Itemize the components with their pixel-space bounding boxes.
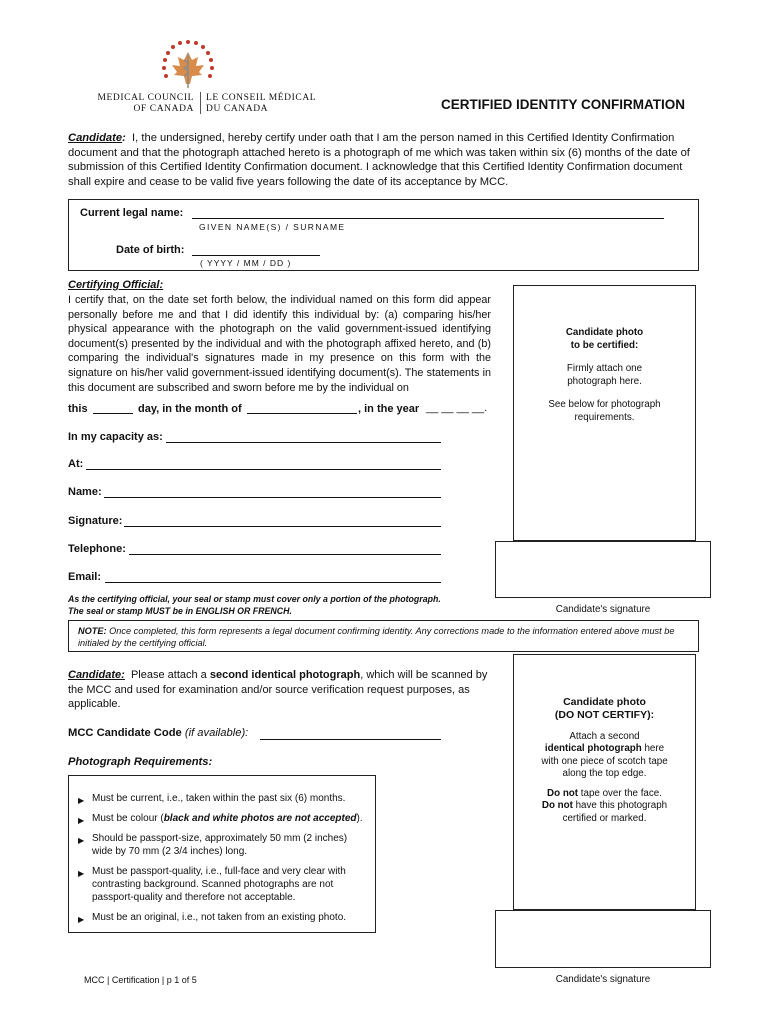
requirement-item — [70, 812, 370, 825]
capacity-field[interactable] — [166, 442, 441, 443]
requirement-emphasis: black and white photos are not accepted — [163, 813, 357, 824]
bullet-arrow-icon: ▶ — [78, 796, 85, 805]
at-label: At: — [68, 458, 84, 470]
email-label: Email: — [68, 571, 102, 583]
requirement-item — [70, 865, 370, 904]
photo2-donot2-bold: Do not — [541, 800, 573, 812]
note-body: Once completed, this form represents a legal document confirming identity. Any corrections made to the information entered above must be initialed by the certifying official. — [78, 626, 675, 648]
logo-divider — [200, 92, 201, 114]
mcc-code-label-group — [68, 727, 248, 739]
photo1-line1: Firmly attach one — [566, 363, 643, 374]
photo2-attach-line1: Attach a second — [569, 731, 640, 742]
dob-label: Date of birth: — [116, 244, 185, 256]
page-footer: MCC | Certification | p 1 of 5 — [84, 975, 197, 985]
mcc-code-field[interactable] — [260, 739, 441, 740]
photo2-donot1-bold: Do not — [547, 788, 579, 800]
requirement-text: Must be passport-quality, i.e., full-face and very clear with contrasting background. Scanned photographs are not passport-quality and therefore not acceptable. — [92, 866, 346, 903]
note-label: NOTE: — [78, 626, 107, 636]
candidate-declaration-text: I, the undersigned, hereby certify under oath that I am the person named in this Certified Identity Confirmation document and that the photograph attached hereto is a photograph of me which was taken within six (6) months of the date of submission of this Certified Identity Confirmation document. I acknowledge that this Certified Identity Confirmation document shall expire and cease to be valid five years following the date of its acceptance by MCC. — [68, 132, 690, 188]
photo2-donot-line1 — [513, 788, 696, 800]
candidate-signature-caption-2: Candidate's signature — [555, 974, 651, 985]
photo2-title-line2: (DO NOT CERTIFY): — [554, 709, 655, 721]
certifying-official-heading: Certifying Official: — [68, 279, 164, 291]
photo2-instructions — [513, 696, 696, 825]
official-name-label: Name: — [68, 486, 102, 498]
year-label: , in the year — [358, 403, 420, 415]
photo-requirements-heading: Photograph Requirements: — [68, 756, 213, 768]
photo2-donot-line3: certified or marked. — [562, 812, 647, 824]
org-fr-line2: DU CANADA — [206, 104, 269, 114]
org-en-line2: OF CANADA — [133, 104, 194, 114]
seal-note-pre: The seal or stamp MUST be in — [68, 606, 196, 616]
official-signature-field[interactable] — [124, 526, 441, 527]
org-name-french — [206, 93, 336, 115]
at-field[interactable] — [86, 469, 441, 470]
mcc-code-label: MCC Candidate Code — [68, 727, 182, 739]
candidate-signature-box-1[interactable] — [495, 541, 711, 598]
second-photo-instruction — [68, 668, 490, 712]
requirement-item — [70, 792, 370, 805]
org-name-english — [82, 93, 194, 115]
second-photo-text-bold: second identical photograph — [209, 669, 361, 681]
candidate-declaration — [68, 131, 704, 189]
photo2-attach-line3: with one piece of scotch tape — [541, 755, 668, 767]
requirements-list — [70, 792, 370, 931]
photo1-title-line1: Candidate photo — [565, 327, 644, 338]
seal-note-language: ENGLISH OR FRENCH — [195, 606, 290, 616]
org-fr-line1: LE CONSEIL MÉDICAL — [206, 93, 317, 103]
photo2-donot-line2 — [513, 800, 696, 812]
second-photo-text-pre: Please attach a — [130, 669, 210, 681]
requirement-text: Must be an original, i.e., not taken from an existing photo. — [92, 912, 347, 923]
telephone-label: Telephone: — [68, 543, 126, 555]
official-signature-label: Signature: — [68, 515, 123, 527]
dob-hint: ( YYYY / MM / DD ) — [200, 258, 292, 268]
seal-note — [68, 593, 508, 617]
note-text — [78, 625, 690, 649]
photo2-title-line1: Candidate photo — [563, 696, 646, 708]
candidate-signature-caption-1: Candidate's signature — [555, 604, 651, 615]
bullet-arrow-icon: ▶ — [78, 816, 85, 825]
email-field[interactable] — [105, 582, 441, 583]
official-name-field[interactable] — [104, 497, 441, 498]
candidate-label: Candidate — [68, 132, 123, 144]
bullet-arrow-icon: ▶ — [78, 869, 85, 878]
this-day-label: this — [68, 403, 88, 415]
requirement-item — [70, 911, 370, 924]
legal-name-label: Current legal name: — [80, 207, 184, 219]
legal-name-hint: GIVEN NAME(S) / SURNAME — [199, 222, 346, 232]
photo2-attach-line4: along the top edge. — [562, 767, 647, 779]
form-title: CERTIFIED IDENTITY CONFIRMATION — [441, 97, 685, 112]
month-label: day, in the month of — [138, 403, 242, 415]
second-photo-candidate-label: Candidate: — [68, 669, 125, 681]
maple-leaf-caduceus-logo-icon — [152, 38, 224, 94]
dob-field[interactable] — [192, 255, 320, 256]
photo1-line2: photograph here. — [567, 376, 642, 387]
requirement-text-end: ). — [356, 813, 363, 824]
candidate-label-colon: : — [122, 132, 126, 144]
photo1-line3: See below for photograph — [548, 399, 661, 410]
org-en-line1: MEDICAL COUNCIL — [97, 93, 194, 103]
capacity-label: In my capacity as: — [68, 431, 163, 443]
photo2-attach-post: here — [641, 743, 665, 755]
day-field[interactable] — [93, 413, 133, 414]
photo2-donot1-post: tape over the face. — [578, 788, 662, 800]
year-field[interactable]: __ __ __ __. — [426, 402, 488, 414]
photo1-title-line2: to be certified: — [570, 340, 639, 351]
bullet-arrow-icon: ▶ — [78, 915, 85, 924]
seal-note-line2 — [68, 605, 508, 617]
photo1-line4: requirements. — [574, 412, 635, 423]
candidate-signature-box-2[interactable] — [495, 910, 711, 968]
photo2-attach-bold: identical photograph — [544, 743, 642, 755]
requirement-text: Should be passport-size, approximately 50 mm (2 inches) wide by 70 mm (2 3/4 inches) long. — [92, 833, 348, 857]
requirement-item — [70, 832, 370, 858]
requirement-text: Must be colour ( — [92, 813, 164, 824]
photo2-attach-line2 — [513, 743, 696, 755]
seal-note-line1: As the certifying official, your seal or stamp must cover only a portion of the photograph. — [68, 594, 441, 604]
bullet-arrow-icon: ▶ — [78, 836, 85, 845]
certifying-official-text: I certify that, on the date set forth below, the individual named on this form did appear personally before me and that I did identify this individual by: (a) comparing his/her physical appearance with the photograph on the valid government-issued identifying document(s) presented by the individual and with the photograph affixed hereto, and (b) comparing the individual's signatures made in my presence on this form with the signature on his/her valid government-issued identifying document(s). The statements in this document are subscribed and sworn before me by the individual on — [68, 294, 491, 394]
telephone-field[interactable] — [129, 554, 441, 555]
mcc-code-hint: (if available): — [184, 727, 249, 739]
photo2-donot2-post: have this photograph — [572, 800, 668, 812]
requirement-text: Must be current, i.e., taken within the past six (6) months. — [92, 793, 346, 804]
seal-note-post: . — [289, 606, 292, 616]
second-photo-text-post: , which will be scanned by the MCC and used for examination and/or source verification request purposes, as applicable. — [68, 669, 488, 710]
legal-name-field[interactable] — [192, 218, 664, 219]
photo1-instructions — [513, 326, 696, 424]
month-field[interactable] — [247, 413, 357, 414]
